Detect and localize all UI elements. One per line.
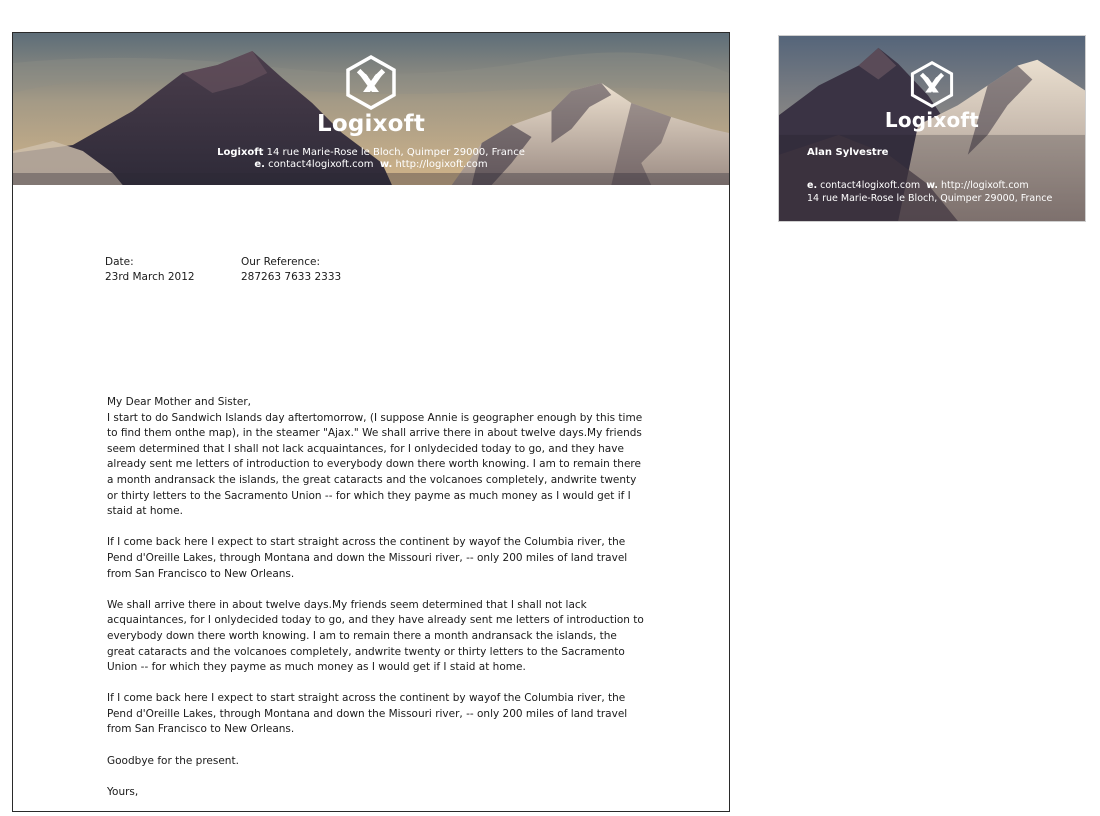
paragraph: If I come back here I expect to start straight across the continent by wayof the Columbia river, the Pend d'Oreille Lakes, through Montana and down the Missouri river, -- only 200 miles of land travel from San Francisco to New Orleans.	[107, 536, 628, 580]
address-company: Logixoft	[217, 147, 264, 158]
card-person-name: Alan Sylvestre	[807, 147, 889, 158]
date-value: 23rd March 2012	[105, 271, 195, 283]
letter-body	[107, 395, 647, 816]
card-address: 14 rue Marie-Rose le Bloch, Quimper 29000, France	[807, 193, 1053, 204]
card-contact	[807, 180, 1029, 191]
web-label: w.	[379, 159, 393, 170]
reference-block	[241, 255, 341, 285]
web-text[interactable]: http://logixoft.com	[395, 159, 488, 170]
letterhead-contact	[13, 159, 729, 170]
business-card	[778, 35, 1086, 222]
logixoft-logo-icon	[344, 54, 398, 110]
letterhead-address	[13, 147, 729, 158]
card-logo-icon	[909, 60, 955, 108]
paragraph: Goodbye for the present.	[107, 754, 239, 767]
card-email[interactable]: contact4logixoft.com	[820, 180, 921, 191]
address-text: 14 rue Marie-Rose le Bloch, Quimper 29000, France	[266, 147, 525, 158]
letterhead-sheet	[12, 32, 730, 812]
brand-name: Logixoft	[316, 111, 426, 137]
card-brand-name: Logixoft	[884, 108, 980, 132]
email-label: e.	[254, 159, 265, 170]
date-label: Date:	[105, 256, 134, 268]
email-text[interactable]: contact4logixoft.com	[268, 159, 374, 170]
reference-value: 287263 7633 2333	[241, 271, 342, 283]
reference-label: Our Reference:	[241, 256, 320, 268]
card-web-label: w.	[926, 180, 938, 191]
closing: Yours,	[107, 785, 139, 798]
letterhead-banner	[13, 33, 729, 185]
card-email-label: e.	[807, 180, 818, 191]
card-web[interactable]: http://logixoft.com	[941, 180, 1029, 191]
paragraph: If I come back here I expect to start straight across the continent by wayof the Columbia river, the Pend d'Oreille Lakes, through Montana and down the Missouri river, -- only 200 miles of land travel from San Francisco to New Orleans.	[107, 692, 628, 736]
paragraph: We shall arrive there in about twelve days.My friends seem determined that I shall not lack acquaintances, for I onlydecided today to go, and they have already sent me letters of introduction to everybody down there worth knowing. I am to remain there a month andransack the islands, the great cataracts and the volcanoes completely, andwrite twenty or thirty letters to the Sacramento Union -- for which they payme as much money as I would get if I staid at home.	[107, 598, 644, 674]
date-block	[105, 255, 195, 285]
paragraph: I start to do Sandwich Islands day aftertomorrow, (I suppose Annie is geographer enough by this time to find them onthe map), in the steamer "Ajax." We shall arrive there in about twelve days.My friends seem determined that I shall not lack acquaintances, for I onlydecided today to go, and they have already sent me letters of introduction to everybody down there worth knowing. I am to remain there a month andransack the islands, the great cataracts and the volcanoes completely, andwrite twenty or thirty letters to the Sacramento Union -- for which they payme as much money as I would get if I staid at home.	[107, 411, 643, 518]
salutation: My Dear Mother and Sister,	[107, 396, 251, 408]
